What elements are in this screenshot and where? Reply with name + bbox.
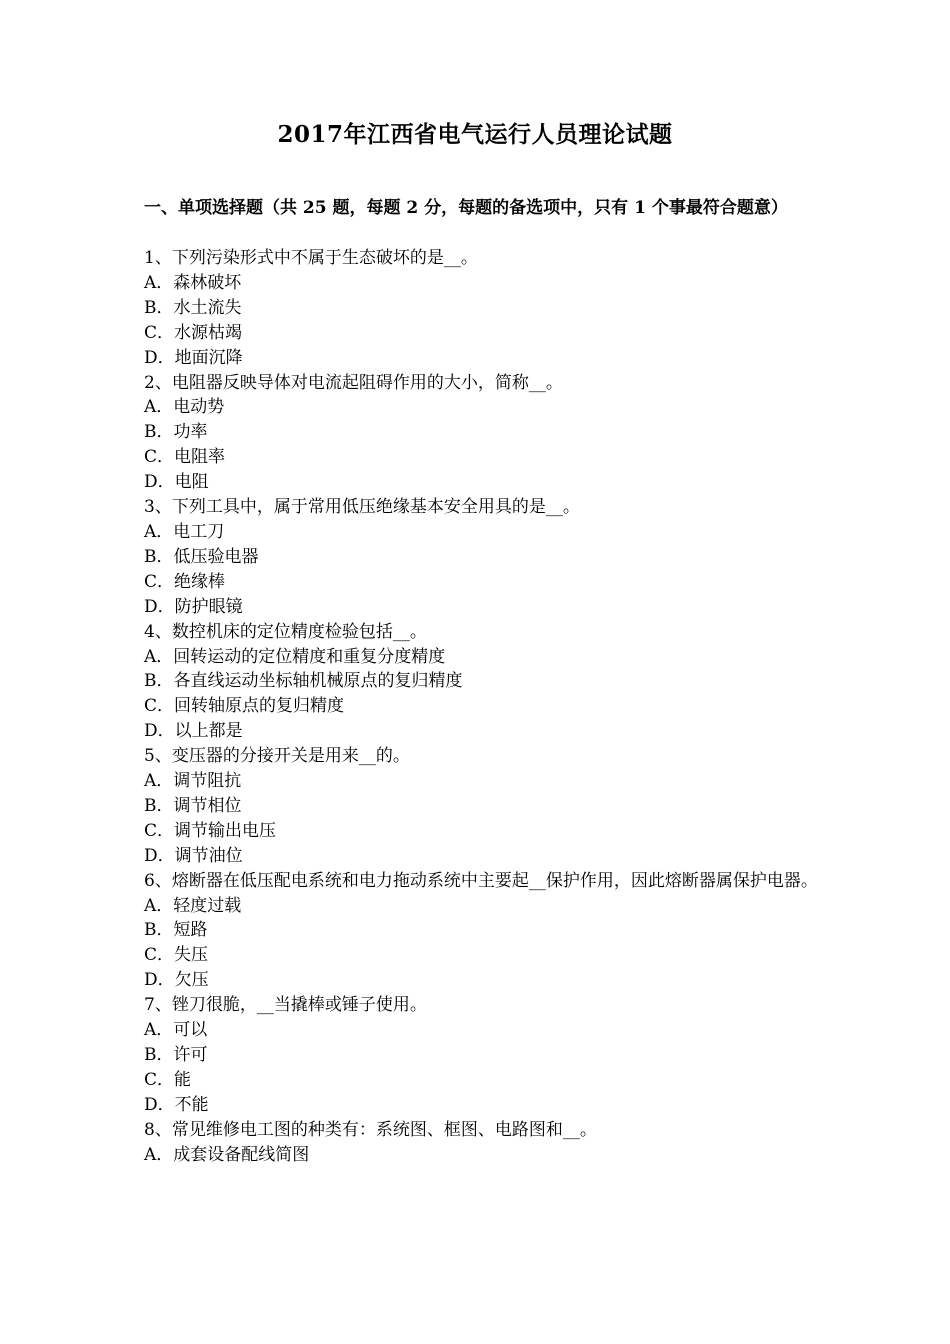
answer-option: A．电工刀 (144, 521, 225, 542)
answer-option: B．功率 (144, 422, 208, 443)
answer-option: D．不能 (144, 1094, 209, 1115)
answer-option: D．欠压 (144, 970, 209, 991)
answer-option: C．失压 (144, 945, 209, 966)
answer-option: C．电阻率 (144, 447, 226, 468)
question-stem: 5、变压器的分接开关是用来__的。 (144, 746, 410, 767)
question-item (144, 1118, 824, 1168)
section-heading: 一、单项选择题（共 25 题，每题 2 分，每题的备选项中，只有 1 个事最符合题意） (144, 198, 788, 218)
answer-option: B．水土流失 (144, 297, 242, 318)
document-title: 2017年江西省电气运行人员理论试题 (277, 121, 673, 148)
answer-option: A．调节阻抗 (144, 771, 242, 792)
answer-option: B．短路 (144, 920, 208, 941)
answer-option: D．地面沉降 (144, 347, 243, 368)
answer-option: A．回转运动的定位精度和重复分度精度 (144, 646, 446, 667)
answer-option: D．调节油位 (144, 845, 243, 866)
question-item (144, 993, 824, 1118)
answer-option: C．能 (144, 1069, 192, 1090)
answer-option: B．低压验电器 (144, 546, 259, 567)
answer-option: D．以上都是 (144, 721, 243, 742)
answer-option: A．森林破坏 (144, 272, 242, 293)
question-stem: 4、数控机床的定位精度检验包括__。 (144, 621, 427, 642)
question-stem: 2、电阻器反映导体对电流起阻碍作用的大小，简称__。 (144, 372, 563, 393)
question-stem: 6、熔断器在低压配电系统和电力拖动系统中主要起__保护作用，因此熔断器属保护电器。 (144, 870, 818, 891)
answer-option: D．电阻 (144, 472, 209, 493)
answer-option: B．各直线运动坐标轴机械原点的复归精度 (144, 671, 463, 692)
answer-option: C．回转轴原点的复归精度 (144, 696, 345, 717)
answer-option: A．成套设备配线简图 (144, 1144, 310, 1165)
answer-option: C．调节输出电压 (144, 820, 277, 841)
question-item (144, 371, 824, 496)
answer-option: C．水源枯竭 (144, 322, 243, 343)
question-stem: 7、锉刀很脆，__当撬棒或锤子使用。 (144, 995, 427, 1016)
question-item (144, 620, 824, 745)
question-stem: 3、下列工具中，属于常用低压绝缘基本安全用具的是__。 (144, 497, 580, 518)
question-item (144, 744, 824, 869)
answer-option: A．轻度过载 (144, 895, 242, 916)
answer-option: B．许可 (144, 1045, 208, 1065)
question-stem: 1、下列污染形式中不属于生态破坏的是__。 (144, 248, 478, 268)
question-item (144, 495, 824, 620)
question-item (144, 246, 824, 371)
answer-option: B．调节相位 (144, 795, 242, 816)
question-stem: 8、常见维修电工图的种类有：系统图、框图、电路图和__。 (144, 1119, 597, 1140)
question-list (144, 246, 824, 1168)
answer-option: A．电动势 (144, 397, 225, 418)
answer-option: A．可以 (144, 1020, 208, 1041)
answer-option: C．绝缘棒 (144, 571, 226, 592)
answer-option: D．防护眼镜 (144, 596, 243, 617)
question-item (144, 869, 824, 994)
